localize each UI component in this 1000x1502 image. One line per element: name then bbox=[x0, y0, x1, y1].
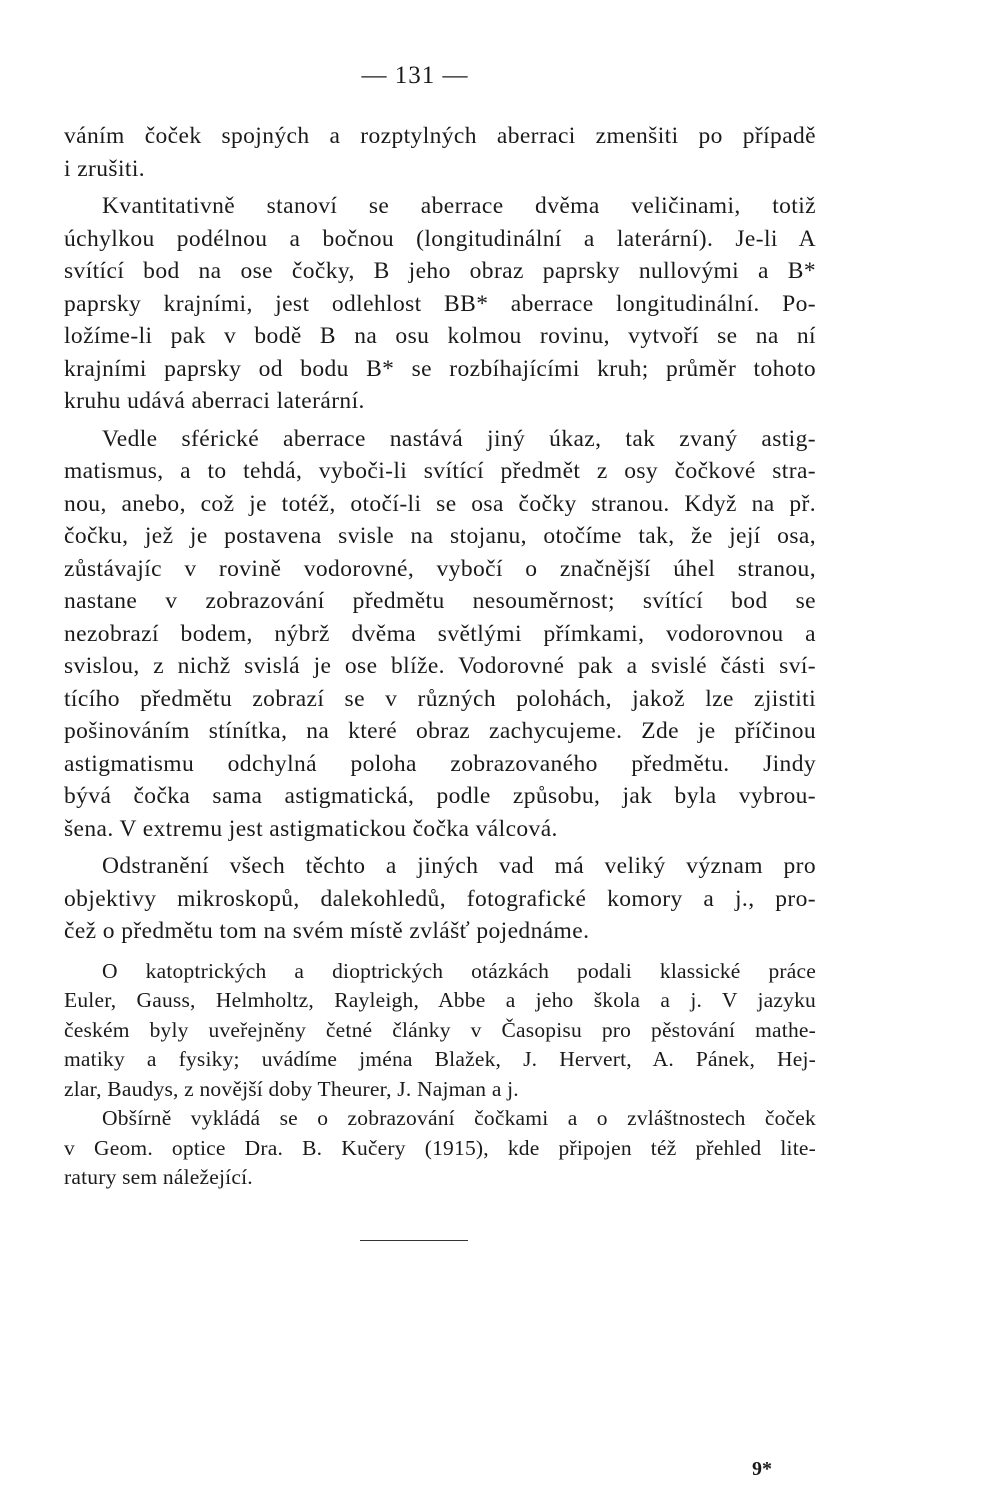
note-line: zlar, Baudys, z novější doby Theurer, J. Najman a j. bbox=[64, 1076, 519, 1101]
text-line: šena. V extremu jest astigmatickou čočka válcová. bbox=[64, 815, 558, 842]
text-line: čež o předmětu tom na svém místě zvlášť pojednáme. bbox=[64, 918, 590, 944]
text-line: Odstranění všech těchto a jiných vad má veliký význam pro bbox=[102, 853, 816, 879]
text-line: zůstávajíc v rovině vodorovné, vybočí o značnější úhel stranou, bbox=[64, 555, 816, 582]
text-line: krajními paprsky od bodu B* se rozbíhajícími kruh; průměr tohoto bbox=[64, 355, 816, 382]
paragraph-2 bbox=[64, 190, 816, 418]
text-line: svítící bod na ose čočky, B jeho obraz paprsky nullovými a B* bbox=[64, 258, 816, 284]
text-line: svislou, z nichž svislá je ose blíže. Vodorovné pak a svislé části sví- bbox=[64, 653, 816, 679]
text-line: váním čoček spojných a rozptylných aberraci zmenšiti po případě bbox=[64, 123, 816, 149]
paragraph-1 bbox=[64, 120, 816, 185]
note-line: v Geom. optice Dra. B. Kučery (1915), kde připojen též přehled lite- bbox=[64, 1135, 816, 1160]
text-line: bývá čočka sama astigmatická, podle způsobu, jak byla vybrou- bbox=[64, 783, 816, 809]
page-body bbox=[64, 120, 816, 1193]
text-line: matismus, a to tehdá, vyboči-li svítící předmět z osy čočkové stra- bbox=[64, 458, 816, 484]
text-line: tícího předmětu zobrazí se v různých polohách, jakož lze zjistiti bbox=[64, 685, 816, 712]
note-line: Obšírně vykládá se o zobrazování čočkami a o zvláštnostech čoček bbox=[102, 1106, 816, 1130]
page-number: — 131 — bbox=[361, 62, 469, 89]
text-line: astigmatismu odchylná poloha zobrazovaného předmětu. Jindy bbox=[64, 750, 816, 777]
text-line: nastane v zobrazování předmětu nesouměrnost; svítící bod se bbox=[64, 588, 816, 614]
section-divider bbox=[360, 1240, 468, 1241]
text-line: paprsky krajními, jest odlehlost BB* aberrace longitudinální. Po- bbox=[64, 290, 816, 317]
text-line: nezobrazí bodem, nýbrž dvěma světlými přímkami, vodorovnou a bbox=[64, 620, 816, 647]
text-line: čočku, jež je postavena svisle na stojanu, otočíme tak, že její osa, bbox=[64, 523, 816, 549]
text-line: pošinováním stínítka, na které obraz zachycujeme. Zde je příčinou bbox=[64, 718, 816, 744]
text-line: objektivy mikroskopů, dalekohledů, fotografické komory a j., pro- bbox=[64, 885, 816, 912]
note-line: O katoptrických a dioptrických otázkách podali klassické práce bbox=[102, 958, 816, 983]
paragraph-3 bbox=[64, 423, 816, 846]
text-line: kruhu udává aberraci laterární. bbox=[64, 388, 365, 414]
note-line: matiky a fysiky; uvádíme jména Blažek, J. Hervert, A. Pánek, Hej- bbox=[64, 1047, 816, 1071]
text-line: Vedle sférické aberrace nastává jiný úkaz, tak zvaný astig- bbox=[102, 425, 816, 452]
text-line: i zrušiti. bbox=[64, 155, 146, 182]
text-line: úchylkou podélnou a bočnou (longitudinální a laterární). Je-li A bbox=[64, 225, 816, 252]
signature-mark: 9* bbox=[752, 1458, 772, 1480]
note-line: Euler, Gauss, Helmholtz, Rayleigh, Abbe a jeho škola a j. V jazyku bbox=[64, 988, 816, 1012]
note-line: českém byly uveřejněny četné články v Časopisu pro pěstování mathe- bbox=[64, 1017, 816, 1042]
text-line: Kvantitativně stanoví se aberrace dvěma veličinami, totiž bbox=[102, 193, 816, 219]
text-line: nou, anebo, což je totéž, otočí-li se osa čočky stranou. Když na př. bbox=[64, 490, 816, 517]
note-line: ratury sem náležející. bbox=[64, 1165, 253, 1189]
text-line: ložíme-li pak v bodě B na osu kolmou rovinu, vytvoří se na ní bbox=[64, 323, 816, 349]
notes bbox=[64, 957, 816, 1193]
paragraph-4 bbox=[64, 850, 816, 948]
